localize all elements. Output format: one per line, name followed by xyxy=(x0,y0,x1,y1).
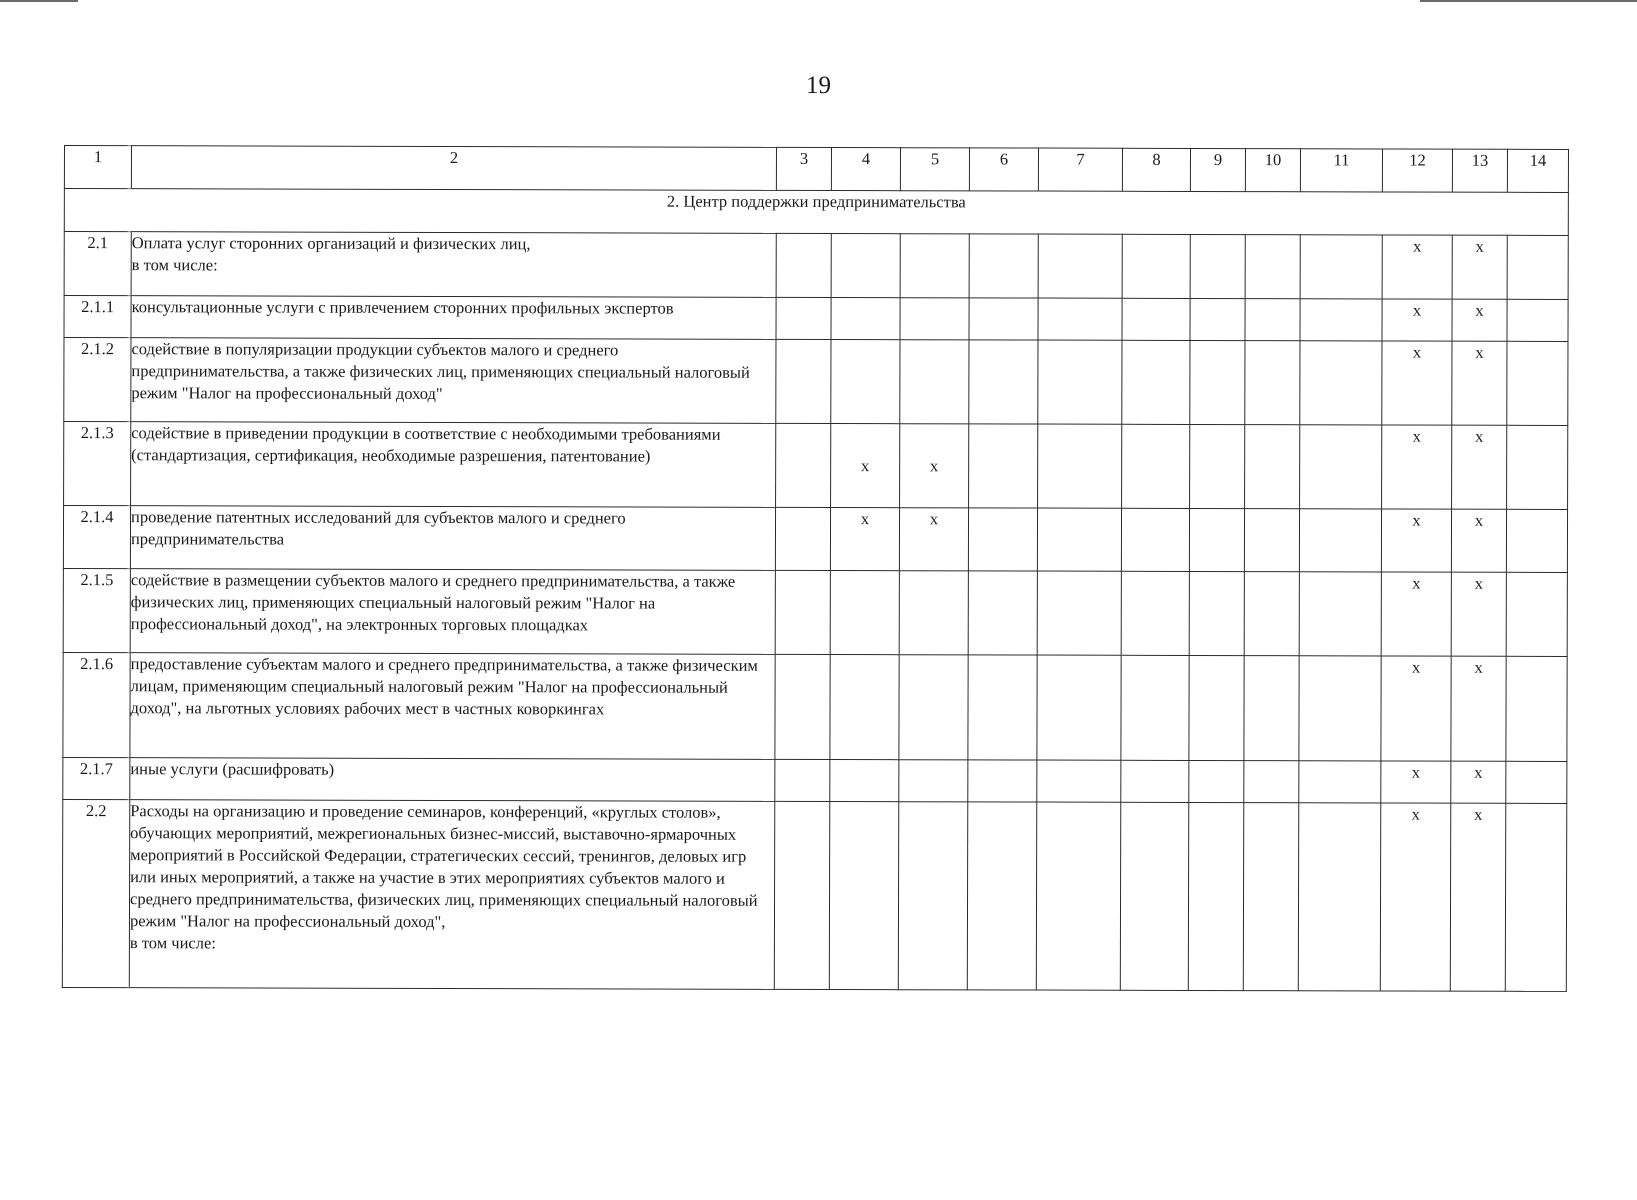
empty-cell xyxy=(776,339,831,423)
section-title: 2. Центр поддержки предпринимательства xyxy=(64,189,1568,236)
empty-cell xyxy=(775,507,830,570)
empty-cell xyxy=(831,234,900,298)
table-row xyxy=(63,757,1567,803)
empty-cell xyxy=(1244,509,1299,572)
column-number: 7 xyxy=(1038,148,1122,191)
empty-cell xyxy=(900,234,969,298)
empty-cell xyxy=(1190,298,1245,340)
empty-cell xyxy=(1300,235,1382,299)
empty-cell xyxy=(1037,571,1121,655)
empty-cell xyxy=(1037,760,1121,802)
scan-edge-right xyxy=(1420,0,1637,2)
empty-cell xyxy=(1245,235,1300,299)
empty-cell xyxy=(1122,234,1190,298)
empty-cell xyxy=(1245,299,1300,341)
empty-cell xyxy=(1120,802,1188,990)
row-number: 2.1.6 xyxy=(63,652,130,757)
mark-cell: x xyxy=(900,424,969,508)
row-number: 2.1 xyxy=(64,232,131,296)
empty-cell xyxy=(1243,803,1298,991)
empty-cell xyxy=(1299,761,1381,803)
row-description: содействие в популяризации продукции субъектов малого и среднего предпринимательства, а также физических лиц, применяющих специальный налоговый режим "Налог на профессиональный доход" xyxy=(131,338,776,424)
empty-cell xyxy=(1121,571,1189,655)
empty-cell xyxy=(1506,656,1567,761)
column-number: 6 xyxy=(969,148,1038,191)
column-number: 11 xyxy=(1300,149,1382,192)
empty-cell xyxy=(830,571,899,655)
mark-cell: x xyxy=(1382,341,1452,425)
empty-cell xyxy=(776,423,831,507)
column-number: 2 xyxy=(131,146,776,191)
mark-cell: x xyxy=(1452,299,1507,341)
empty-cell xyxy=(1037,655,1121,760)
row-description: предоставление субъектам малого и среднего предпринимательства, а также физическим лицам, применяющим специальный налоговый режим "Налог на профессиональный доход", на льготных условиях рабочих мест в частных коворкингах xyxy=(130,653,775,760)
empty-cell xyxy=(900,298,969,340)
empty-cell xyxy=(1244,761,1299,803)
row-number: 2.1.5 xyxy=(63,568,130,652)
empty-cell xyxy=(1298,803,1380,991)
table-row xyxy=(64,232,1568,300)
row-number: 2.2 xyxy=(62,799,129,987)
row-description: содействие в приведении продукции в соответствие с необходимыми требованиями (стандартизация, сертификация, необходимые разрешения, патентование) xyxy=(131,422,776,508)
empty-cell xyxy=(1122,340,1190,424)
empty-cell xyxy=(1506,761,1567,803)
mark-cell: x xyxy=(1380,803,1450,991)
mark-cell: x xyxy=(1382,235,1452,299)
empty-cell xyxy=(900,340,969,424)
empty-cell xyxy=(1244,656,1299,761)
column-number: 13 xyxy=(1452,149,1507,192)
row-number: 2.1.4 xyxy=(63,506,130,569)
empty-cell xyxy=(1506,509,1567,572)
empty-cell xyxy=(1190,234,1245,298)
empty-cell xyxy=(967,802,1036,990)
table-body xyxy=(62,146,1568,992)
empty-cell xyxy=(1038,234,1122,298)
table-row xyxy=(63,652,1567,761)
empty-cell xyxy=(1507,235,1568,299)
mark-cell: x xyxy=(1381,572,1451,656)
empty-cell xyxy=(1507,425,1568,509)
row-description: содействие в размещении субъектов малого и среднего предпринимательства, а также физических лиц, применяющих специальный налоговый режим "Налог на профессиональный доход", на электронных торговых площадках xyxy=(130,569,775,655)
row-description: иные услуги (расшифровать) xyxy=(130,758,775,802)
row-description: Оплата услуг сторонних организаций и физических лиц, в том числе: xyxy=(131,232,776,298)
scan-edge-left xyxy=(0,0,78,2)
empty-cell xyxy=(831,298,900,340)
empty-cell xyxy=(776,297,831,339)
empty-cell xyxy=(1038,424,1122,508)
empty-cell xyxy=(969,424,1038,508)
column-number: 8 xyxy=(1122,148,1190,191)
empty-cell xyxy=(899,760,968,802)
empty-cell xyxy=(1507,341,1568,425)
row-description: Расходы на организацию и проведение семинаров, конференций, «круглых столов», обучающих мероприятий, межрегиональных бизнес-миссий, выставочно-ярмарочных мероприятий в Российской Федерации, стратегических сессий, тренингов, деловых игр или иных мероприятий, а также на участие в этих мероприятиях субъектов малого и среднего предпринимательства, физических лиц, применяющих специальный налоговый режим "Налог на профессиональный доход", в том числе: xyxy=(129,800,774,990)
empty-cell xyxy=(899,571,968,655)
empty-cell xyxy=(969,234,1038,298)
mark-cell: x xyxy=(1452,425,1507,509)
empty-cell xyxy=(1300,299,1382,341)
row-number: 2.1.7 xyxy=(63,757,130,799)
row-number: 2.1.3 xyxy=(64,422,131,506)
empty-cell xyxy=(1121,760,1189,802)
column-number: 1 xyxy=(64,146,131,189)
empty-cell xyxy=(1038,298,1122,340)
empty-cell xyxy=(1245,341,1300,425)
empty-cell xyxy=(830,760,899,802)
empty-cell xyxy=(1189,508,1244,571)
empty-cell xyxy=(969,298,1038,340)
mark-cell: x xyxy=(1452,235,1507,299)
section-row xyxy=(64,189,1568,236)
empty-cell xyxy=(1189,571,1244,655)
mark-cell: x xyxy=(1451,509,1506,572)
empty-cell xyxy=(1122,424,1190,508)
empty-cell xyxy=(1244,572,1299,656)
empty-cell xyxy=(1190,424,1245,508)
empty-cell xyxy=(1245,425,1300,509)
empty-cell xyxy=(968,571,1037,655)
mark-cell: x xyxy=(1451,761,1506,803)
empty-cell xyxy=(1299,656,1381,761)
empty-cell xyxy=(1505,803,1566,991)
column-number: 9 xyxy=(1190,148,1245,191)
empty-cell xyxy=(1300,341,1382,425)
empty-cell xyxy=(968,760,1037,802)
mark-cell: x xyxy=(1450,803,1505,991)
mark-cell: x xyxy=(830,508,899,571)
empty-cell xyxy=(1188,802,1243,990)
table-row xyxy=(64,338,1568,426)
empty-cell xyxy=(1038,340,1122,424)
mark-cell: x xyxy=(899,508,968,571)
empty-cell xyxy=(968,655,1037,760)
empty-cell xyxy=(775,654,830,759)
empty-cell xyxy=(830,655,899,760)
mark-cell: x xyxy=(1451,656,1506,761)
column-number: 5 xyxy=(900,148,969,191)
empty-cell xyxy=(969,340,1038,424)
empty-cell xyxy=(1299,509,1381,572)
mark-cell: x xyxy=(1381,761,1451,803)
column-number: 10 xyxy=(1245,149,1300,192)
empty-cell xyxy=(1037,508,1121,571)
empty-cell xyxy=(829,802,898,990)
data-table xyxy=(62,145,1569,992)
empty-cell xyxy=(1036,802,1120,990)
empty-cell xyxy=(775,570,830,654)
column-number: 4 xyxy=(831,148,900,191)
empty-cell xyxy=(1189,655,1244,760)
empty-cell xyxy=(1507,299,1568,341)
empty-cell xyxy=(774,801,829,989)
row-number: 2.1.2 xyxy=(64,338,131,422)
mark-cell: x xyxy=(1382,299,1452,341)
empty-cell xyxy=(899,655,968,760)
empty-cell xyxy=(1189,760,1244,802)
column-number-row xyxy=(64,146,1568,193)
page-number: 19 xyxy=(806,72,831,99)
table-row xyxy=(64,296,1568,342)
column-number: 14 xyxy=(1507,149,1568,192)
empty-cell xyxy=(1122,298,1190,340)
empty-cell xyxy=(831,340,900,424)
empty-cell xyxy=(1506,572,1567,656)
empty-cell xyxy=(776,233,831,297)
mark-cell: x xyxy=(1382,425,1452,509)
empty-cell xyxy=(1121,508,1189,571)
empty-cell xyxy=(775,759,830,801)
empty-cell xyxy=(1121,655,1189,760)
row-description: консультационные услуги с привлечением сторонних профильных экспертов xyxy=(131,296,776,340)
mark-cell: x xyxy=(1381,656,1451,761)
table-row xyxy=(62,799,1566,991)
table-row xyxy=(63,506,1567,573)
mark-cell: x xyxy=(831,424,900,508)
empty-cell xyxy=(1300,425,1382,509)
table-row xyxy=(63,568,1567,656)
mark-cell: x xyxy=(1451,572,1506,656)
column-number: 3 xyxy=(776,147,831,190)
row-description: проведение патентных исследований для субъектов малого и среднего предпринимательства xyxy=(130,506,775,571)
mark-cell: x xyxy=(1381,509,1451,572)
empty-cell xyxy=(1299,572,1381,656)
empty-cell xyxy=(1190,340,1245,424)
column-number: 12 xyxy=(1382,149,1452,192)
mark-cell: x xyxy=(1452,341,1507,425)
table-row xyxy=(64,422,1568,510)
row-number: 2.1.1 xyxy=(64,296,131,338)
empty-cell xyxy=(898,802,967,990)
empty-cell xyxy=(968,508,1037,571)
